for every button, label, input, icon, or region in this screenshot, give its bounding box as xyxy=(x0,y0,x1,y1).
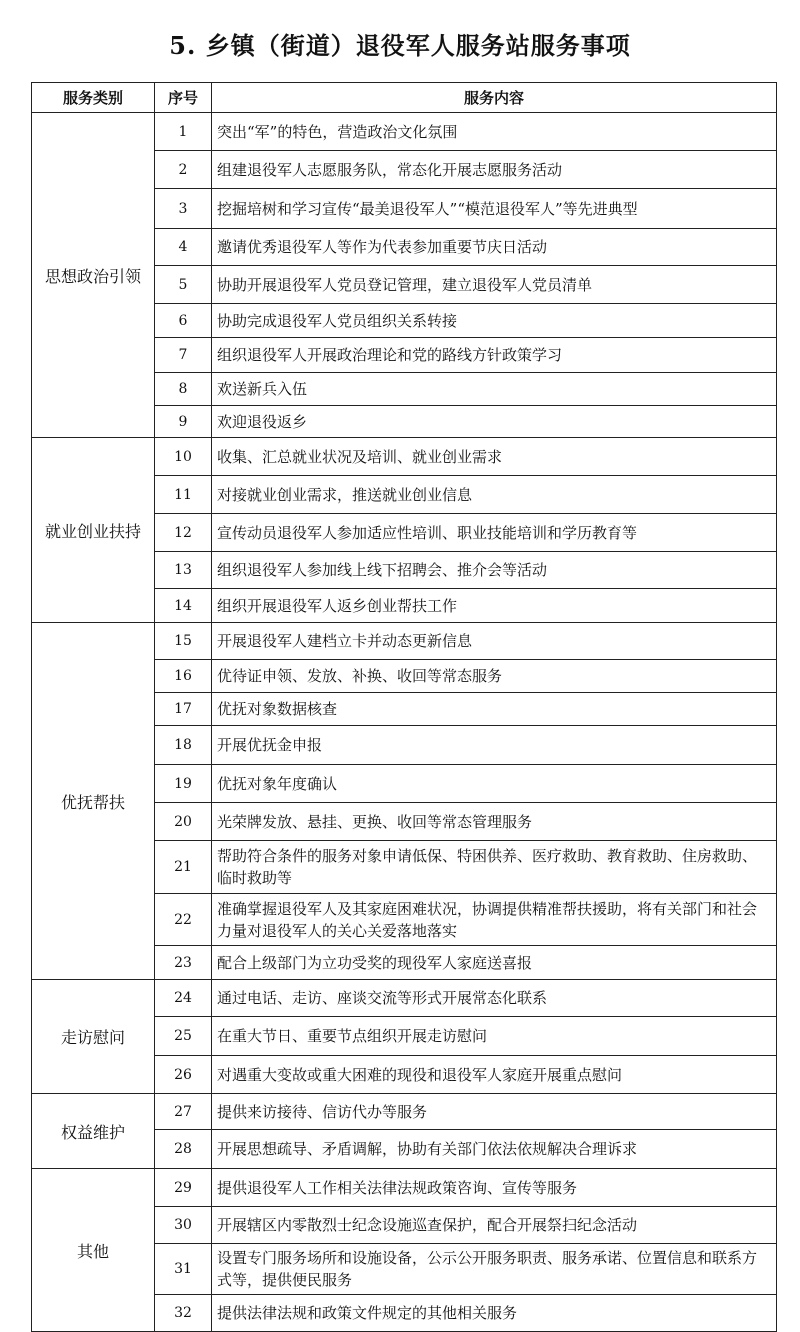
table-row xyxy=(32,1094,777,1130)
header-content: 服务内容 xyxy=(212,83,777,113)
item-content-cell: 提供法律法规和政策文件规定的其他相关服务 xyxy=(212,1295,777,1332)
item-content-cell: 优抚对象年度确认 xyxy=(212,765,777,803)
service-table xyxy=(31,82,777,1332)
item-number-cell: 21 xyxy=(155,841,212,894)
item-number-cell: 24 xyxy=(155,980,212,1017)
item-content-cell: 光荣牌发放、悬挂、更换、收回等常态管理服务 xyxy=(212,803,777,841)
item-number-cell: 2 xyxy=(155,151,212,189)
item-content-cell: 欢迎退役返乡 xyxy=(212,406,777,438)
item-number-cell: 25 xyxy=(155,1017,212,1056)
item-content-cell: 开展辖区内零散烈士纪念设施巡查保护，配合开展祭扫纪念活动 xyxy=(212,1207,777,1244)
item-content-cell: 在重大节日、重要节点组织开展走访慰问 xyxy=(212,1017,777,1056)
item-number-cell: 3 xyxy=(155,189,212,229)
item-number-cell: 20 xyxy=(155,803,212,841)
item-content-cell: 挖掘培树和学习宣传“最美退役军人”“模范退役军人”等先进典型 xyxy=(212,189,777,229)
item-number-cell: 19 xyxy=(155,765,212,803)
item-content-cell: 组织退役军人参加线上线下招聘会、推介会等活动 xyxy=(212,552,777,589)
item-number-cell: 26 xyxy=(155,1056,212,1094)
item-number-cell: 18 xyxy=(155,726,212,765)
item-content-cell: 开展思想疏导、矛盾调解，协助有关部门依法依规解决合理诉求 xyxy=(212,1130,777,1169)
table-row xyxy=(32,980,777,1017)
item-content-cell: 组织退役军人开展政治理论和党的路线方针政策学习 xyxy=(212,338,777,373)
page-title: 5. 乡镇（街道）退役军人服务站服务事项 xyxy=(169,31,631,60)
item-number-cell: 4 xyxy=(155,229,212,266)
table-body xyxy=(32,113,777,1332)
item-number-cell: 30 xyxy=(155,1207,212,1244)
item-number-cell: 15 xyxy=(155,623,212,660)
item-number-cell: 28 xyxy=(155,1130,212,1169)
item-content-cell: 开展退役军人建档立卡并动态更新信息 xyxy=(212,623,777,660)
item-number-cell: 5 xyxy=(155,266,212,304)
table-row xyxy=(32,1169,777,1207)
item-number-cell: 13 xyxy=(155,552,212,589)
item-content-cell: 收集、汇总就业状况及培训、就业创业需求 xyxy=(212,438,777,476)
item-number-cell: 11 xyxy=(155,476,212,514)
item-content-cell: 帮助符合条件的服务对象申请低保、特困供养、医疗救助、教育救助、住房救助、临时救助等 xyxy=(212,841,777,894)
header-number: 序号 xyxy=(155,83,212,113)
item-number-cell: 17 xyxy=(155,693,212,726)
item-number-cell: 29 xyxy=(155,1169,212,1207)
item-content-cell: 突出“军”的特色，营造政治文化氛围 xyxy=(212,113,777,151)
category-cell: 优抚帮扶 xyxy=(32,623,155,980)
item-content-cell: 组建退役军人志愿服务队，常态化开展志愿服务活动 xyxy=(212,151,777,189)
category-cell: 其他 xyxy=(32,1169,155,1332)
item-content-cell: 协助完成退役军人党员组织关系转接 xyxy=(212,304,777,338)
item-number-cell: 10 xyxy=(155,438,212,476)
item-content-cell: 对接就业创业需求，推送就业创业信息 xyxy=(212,476,777,514)
item-number-cell: 9 xyxy=(155,406,212,438)
item-number-cell: 23 xyxy=(155,946,212,980)
item-number-cell: 12 xyxy=(155,514,212,552)
item-number-cell: 7 xyxy=(155,338,212,373)
category-cell: 权益维护 xyxy=(32,1094,155,1169)
table-row xyxy=(32,623,777,660)
item-number-cell: 32 xyxy=(155,1295,212,1332)
item-content-cell: 提供退役军人工作相关法律法规政策咨询、宣传等服务 xyxy=(212,1169,777,1207)
item-content-cell: 设置专门服务场所和设施设备，公示公开服务职责、服务承诺、位置信息和联系方式等，提供便民服务 xyxy=(212,1244,777,1295)
item-number-cell: 14 xyxy=(155,589,212,623)
category-cell: 走访慰问 xyxy=(32,980,155,1094)
item-number-cell: 8 xyxy=(155,373,212,406)
header-category: 服务类别 xyxy=(32,83,155,113)
table-header-row xyxy=(32,83,777,113)
item-number-cell: 22 xyxy=(155,894,212,946)
item-number-cell: 16 xyxy=(155,660,212,693)
item-number-cell: 6 xyxy=(155,304,212,338)
table-row xyxy=(32,113,777,151)
item-number-cell: 27 xyxy=(155,1094,212,1130)
item-content-cell: 开展优抚金申报 xyxy=(212,726,777,765)
category-cell: 思想政治引领 xyxy=(32,113,155,438)
item-content-cell: 通过电话、走访、座谈交流等形式开展常态化联系 xyxy=(212,980,777,1017)
item-content-cell: 欢送新兵入伍 xyxy=(212,373,777,406)
item-content-cell: 准确掌握退役军人及其家庭困难状况，协调提供精准帮扶援助，将有关部门和社会力量对退役军人的关心关爱落地落实 xyxy=(212,894,777,946)
item-content-cell: 提供来访接待、信访代办等服务 xyxy=(212,1094,777,1130)
item-content-cell: 邀请优秀退役军人等作为代表参加重要节庆日活动 xyxy=(212,229,777,266)
item-content-cell: 对遇重大变故或重大困难的现役和退役军人家庭开展重点慰问 xyxy=(212,1056,777,1094)
category-cell: 就业创业扶持 xyxy=(32,438,155,623)
item-number-cell: 1 xyxy=(155,113,212,151)
item-number-cell: 31 xyxy=(155,1244,212,1295)
table-row xyxy=(32,438,777,476)
item-content-cell: 配合上级部门为立功受奖的现役军人家庭送喜报 xyxy=(212,946,777,980)
item-content-cell: 宣传动员退役军人参加适应性培训、职业技能培训和学历教育等 xyxy=(212,514,777,552)
item-content-cell: 组织开展退役军人返乡创业帮扶工作 xyxy=(212,589,777,623)
item-content-cell: 优待证申领、发放、补换、收回等常态服务 xyxy=(212,660,777,693)
item-content-cell: 优抚对象数据核查 xyxy=(212,693,777,726)
item-content-cell: 协助开展退役军人党员登记管理，建立退役军人党员清单 xyxy=(212,266,777,304)
